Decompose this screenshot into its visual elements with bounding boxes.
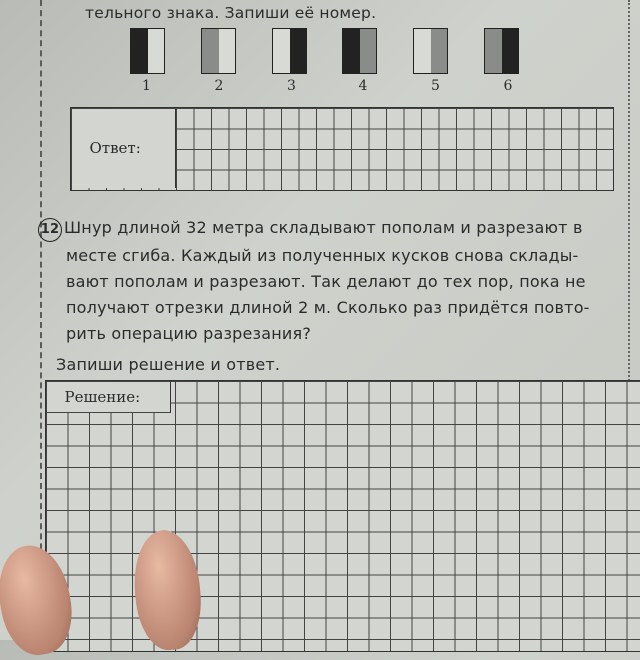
task-line: вают пополам и разрезают. Так делают до тех пор, пока не — [66, 272, 586, 291]
task-12-line-1 — [38, 218, 583, 242]
solution-grid[interactable] — [45, 380, 640, 652]
solution-label: Решение: — [47, 382, 171, 413]
task-line: месте сгиба. Каждый из полученных кусков снова склады- — [66, 246, 579, 265]
flag-number: 3 — [287, 78, 296, 94]
flag-3 — [272, 28, 307, 74]
flag-4 — [342, 28, 377, 74]
task-line: Шнур длиной 32 метра складывают пополам и разрезают в — [64, 218, 583, 237]
flag-number: 4 — [358, 78, 368, 94]
flag-6 — [484, 28, 519, 74]
flag-number: 5 — [431, 78, 440, 94]
task-line: получают отрезки длиной 2 м. Сколько раз придётся повто- — [66, 298, 590, 317]
task-number-badge: 12 — [38, 218, 62, 242]
answer-label: Ответ: — [72, 109, 176, 188]
flag-number: 6 — [503, 78, 513, 94]
task-line: рить операцию разрезания? — [66, 324, 312, 343]
flag-number: 1 — [142, 78, 151, 94]
instruction: Запиши решение и ответ. — [56, 355, 281, 374]
flag-number: 2 — [214, 78, 224, 94]
flag-2 — [201, 28, 236, 74]
prev-task-text: тельного знака. Запиши её номер. — [85, 4, 377, 22]
flag-1 — [130, 28, 165, 74]
flag-5 — [413, 28, 448, 74]
cut-line — [40, 0, 42, 640]
